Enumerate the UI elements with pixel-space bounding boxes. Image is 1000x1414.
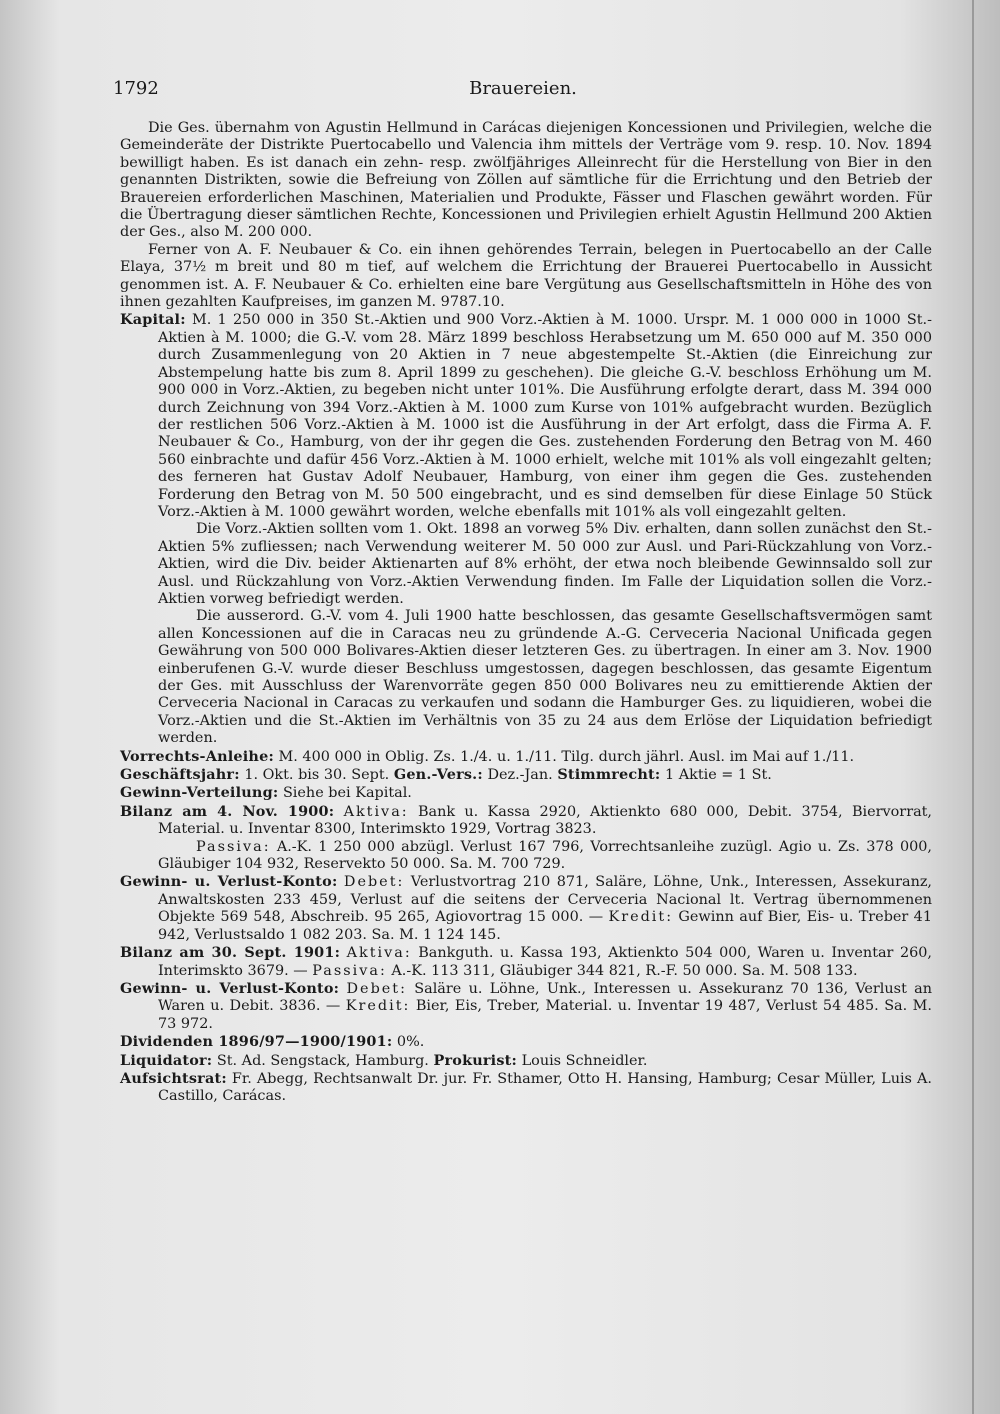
bilanz-1901-aktiva-label: Aktiva: bbox=[346, 945, 412, 962]
vorz-aktien-paragraph: Die Vorz.-Aktien sollten vom 1. Okt. 1898 an vorweg 5% Div. erhalten, dann sollen zunächst den St.-Aktien 5% zufliessen; nach Verwendung weiterer M. 50 000 zur Ausl. und Pari-Rückzahlung von Vorz.-Aktien, wird die Div. beider Aktienarten auf 8% erhöht, der etwa noch bleibende Gewinnsaldo soll zur Ausl. und Rückzahlung von Vorz.-Aktien Verwendung finden. Im Falle der Liquidation sollen die Vorz.-Aktien vorweg befriedigt werden. bbox=[158, 521, 932, 607]
geschaeftsjahr-text: 1. Okt. bis 30. Sept. bbox=[244, 767, 390, 784]
liquidator-text: St. Ad. Sengstack, Hamburg. bbox=[216, 1052, 429, 1069]
paragraph-koncessionen: Die Ges. übernahm von Agustin Hellmund in Carácas diejenigen Koncessionen und Privilegien, welche die Gemeinderäte der Distrikte Puertocabello und Valencia ihm mittels der Verträge vom 9. resp. 10. Nov. 1894 bewilligt haben. Es ist danach ein zehn- resp. zwölfjähriges Alleinrecht für die Herstellung von Bier in den genannten Distrikten, sowie die Befreiung von Zöllen auf sämtliche für die Errichtung und den Betrieb der Brauereien erforderlichen Maschinen, Materialien und Produkte, Fässer und Flaschen gewährt worden. Für die Übertragung dieser sämtlichen Rechte, Koncessionen und Privilegien erhielt Agustin Hellmund 200 Aktien der Ges., also M. 200 000. bbox=[120, 120, 932, 241]
dividenden-text: 0%. bbox=[396, 1034, 425, 1051]
gewinnverteilung-entry bbox=[120, 784, 932, 802]
guv-1900-debet-text: Verlustvortrag 210 871, Saläre, Löhne, Unk., Interessen, Assekuranz, Anwaltskosten 233 459, Verlust auf die seitens der Cerveceria Nacional lt. Vertrag übernommenen Objekte 569 548, Abschreib. 95 265, Agiovortrag 15 000. — bbox=[158, 874, 932, 926]
guv-1900-kredit-label: Kredit: bbox=[608, 909, 674, 926]
vorrechtsanleihe-entry bbox=[120, 748, 932, 766]
guv-1901-entry bbox=[120, 980, 932, 1033]
liquidator-entry bbox=[120, 1052, 932, 1070]
page-header bbox=[113, 78, 933, 102]
gv-paragraph: Die ausserord. G.-V. vom 4. Juli 1900 hatte beschlossen, das gesamte Gesellschaftsvermögen samt allen Koncessionen auf die in Caracas neu zu gründende A.-G. Cerveceria Nacional Unificada gegen Gewährung von 500 000 Bolivares-Aktien dieser letzteren Ges. zu übertragen. In einer am 3. Nov. 1900 einberufenen G.-V. wurde dieser Beschluss umgestossen, dagegen beschlossen, das gesamte Eigentum der Ges. mit Ausschluss der Warenvorräte gegen 850 000 Bolivares neu zu emittierende Aktien der Cerveceria Nacional in Caracas zu verkaufen und sodann die Hamburger Ges. zu liquidieren, wobei die Vorz.-Aktien und die St.-Aktien im Verhältnis von 35 zu 24 aus dem Erlöse der Liquidation befriedigt werden. bbox=[158, 608, 932, 747]
bilanz-1900-passiva-label: Passiva: bbox=[196, 838, 271, 855]
aufsichtsrat-entry bbox=[120, 1070, 932, 1106]
prokurist-label: Prokurist: bbox=[433, 1051, 518, 1069]
bilanz-1900-aktiva-label: Aktiva: bbox=[343, 803, 409, 820]
genvers-label: Gen.-Vers.: bbox=[393, 766, 483, 784]
bilanz-1900-passiva-text: A.-K. 1 250 000 abzügl. Verlust 167 796, Vorrechtsanleihe zuzügl. Agio u. Zs. 378 000, Gläubiger 104 932, Reservekto 50 000. Sa. M. 700 729. bbox=[158, 838, 932, 873]
guv-1900-label: Gewinn- u. Verlust-Konto: bbox=[120, 873, 338, 891]
geschaeftsjahr-entry bbox=[120, 766, 932, 784]
guv-1900-kredit-text: Gewinn auf Bier, Eis- u. Treber 41 942, Verlustsaldo 1 082 203. Sa. M. 1 124 145. bbox=[158, 909, 932, 943]
bilanz-1900-label: Bilanz am 4. Nov. 1900: bbox=[120, 802, 335, 820]
gewinnverteilung-text: Siehe bei Kapital. bbox=[282, 785, 412, 802]
bilanz-1901-aktiva-text: Bankguth. u. Kassa 193, Aktienkto 504 000, Waren u. Inventar 260, Interimskto 3679. — bbox=[158, 945, 932, 979]
bilanz-1900-aktiva-text: Bank u. Kassa 2920, Aktienkto 680 000, Debit. 3754, Biervorrat, Material. u. Inventar 8300, Interimskto 1929, Vortrag 3823. bbox=[158, 803, 933, 838]
body-text bbox=[120, 120, 932, 1106]
bilanz-1900-passiva bbox=[120, 839, 932, 874]
kapital-entry bbox=[120, 311, 932, 521]
geschaeftsjahr-label: Geschäftsjahr: bbox=[120, 766, 240, 784]
page-edge bbox=[972, 0, 974, 1414]
vorrechtsanleihe-text: M. 400 000 in Oblig. Zs. 1./4. u. 1./11. Tilg. durch jährl. Ausl. im Mai auf 1./11. bbox=[278, 748, 855, 765]
bilanz-1900-entry bbox=[120, 803, 932, 839]
bilanz-1901-label: Bilanz am 30. Sept. 1901: bbox=[120, 944, 341, 962]
guv-1901-debet-label: Debet: bbox=[346, 980, 407, 997]
bilanz-1901-entry bbox=[120, 944, 932, 980]
stimmrecht-text: 1 Aktie = 1 St. bbox=[664, 767, 772, 784]
dividenden-entry bbox=[120, 1033, 932, 1051]
guv-1901-kredit-text: Bier, Eis, Treber, Material. u. Inventar 19 487, Verlust 54 485. Sa. M. 73 972. bbox=[158, 998, 932, 1032]
vorrechtsanleihe-label: Vorrechts-Anleihe: bbox=[120, 747, 274, 765]
kapital-label: Kapital: bbox=[120, 311, 186, 329]
prokurist-text: Louis Schneidler. bbox=[521, 1052, 648, 1069]
kapital-text: M. 1 250 000 in 350 St.-Aktien und 900 Vorz.-Aktien à M. 1000. Urspr. M. 1 000 000 in 1000 St.-Aktien à M. 1000; die G.-V. vom 28. März 1899 beschloss Herabsetzung um M. 650 000 auf M. 350 000 durch Zusammenlegung von 20 Aktien in 7 neue abgestempelte St.-Aktien (die Einreichung zur Abstempelung hatte bis zum 8. April 1899 zu geschehen). Die gleiche G.-V. beschloss Erhöhung um M. 900 000 in Vorz.-Aktien, zu begeben nicht unter 101%. Die Ausführung erfolgte derart, dass M. 394 000 durch Zeichnung von 394 Vorz.-Aktien à M. 1000 zum Kurse von 101% aufgebracht wurden. Bezüglich der restlichen 506 Vorz.-Aktien à M. 1000 ist die Ausführung in der Art erfolgt, dass die Firma A. F. Neubauer & Co., Hamburg, von der ihr gegen die Ges. zustehenden Forderung den Betrag von M. 460 560 einbrachte und dafür 456 Vorz.-Aktien à M. 1000 erhielt, welche mit 101% als voll eingezahlt gelten; des ferneren hat Gustav Adolf Neubauer, Hamburg, von einer ihm gegen die Ges. zustehenden Forderung den Betrag von M. 50 500 eingebracht, und es sind demselben für diese Einlage 50 Stück Vorz.-Aktien à M. 1000 gewährt worden, welche ebenfalls mit 101% als voll eingezahlt gelten. bbox=[158, 312, 932, 520]
bilanz-1901-passiva-label: Passiva: bbox=[312, 962, 387, 979]
gewinnverteilung-label: Gewinn-Verteilung: bbox=[120, 784, 279, 802]
page-number: 1792 bbox=[113, 78, 159, 99]
bilanz-1901-passiva-text: A.-K. 113 311, Gläubiger 344 821, R.-F. 50 000. Sa. M. 508 133. bbox=[391, 962, 858, 979]
liquidator-label: Liquidator: bbox=[120, 1051, 213, 1069]
aufsichtsrat-label: Aufsichtsrat: bbox=[120, 1069, 227, 1087]
guv-1901-kredit-label: Kredit: bbox=[345, 998, 411, 1015]
stimmrecht-label: Stimmrecht: bbox=[557, 766, 661, 784]
paragraph-terrain: Ferner von A. F. Neubauer & Co. ein ihnen gehörendes Terrain, belegen in Puertocabello an der Calle Elaya, 37½ m breit und 80 m tief, auf welchem die Errichtung der Brauerei Puertocabello in Aussicht genommen ist. A. F. Neubauer & Co. erhielten eine bare Vergütung aus Gesellschaftsmitteln in Höhe des von ihnen gezahlten Kaufpreises, im ganzen M. 9787.10. bbox=[120, 241, 932, 311]
running-head: Brauereien. bbox=[469, 78, 577, 99]
aufsichtsrat-text: Fr. Abegg, Rechtsanwalt Dr. jur. Fr. Sthamer, Otto H. Hansing, Hamburg; Cesar Müller, Luis A. Castillo, Carácas. bbox=[158, 1070, 932, 1105]
dividenden-label: Dividenden 1896/97—1900/1901: bbox=[120, 1033, 393, 1051]
guv-1900-entry bbox=[120, 873, 932, 944]
guv-1900-debet-label: Debet: bbox=[343, 874, 405, 891]
genvers-text: Dez.-Jan. bbox=[487, 767, 553, 784]
guv-1901-debet-text: Saläre u. Löhne, Unk., Interessen u. Assekuranz 70 136, Verlust an Waren u. Debit. 3836. — bbox=[158, 980, 933, 1015]
guv-1901-label: Gewinn- u. Verlust-Konto: bbox=[120, 979, 340, 997]
